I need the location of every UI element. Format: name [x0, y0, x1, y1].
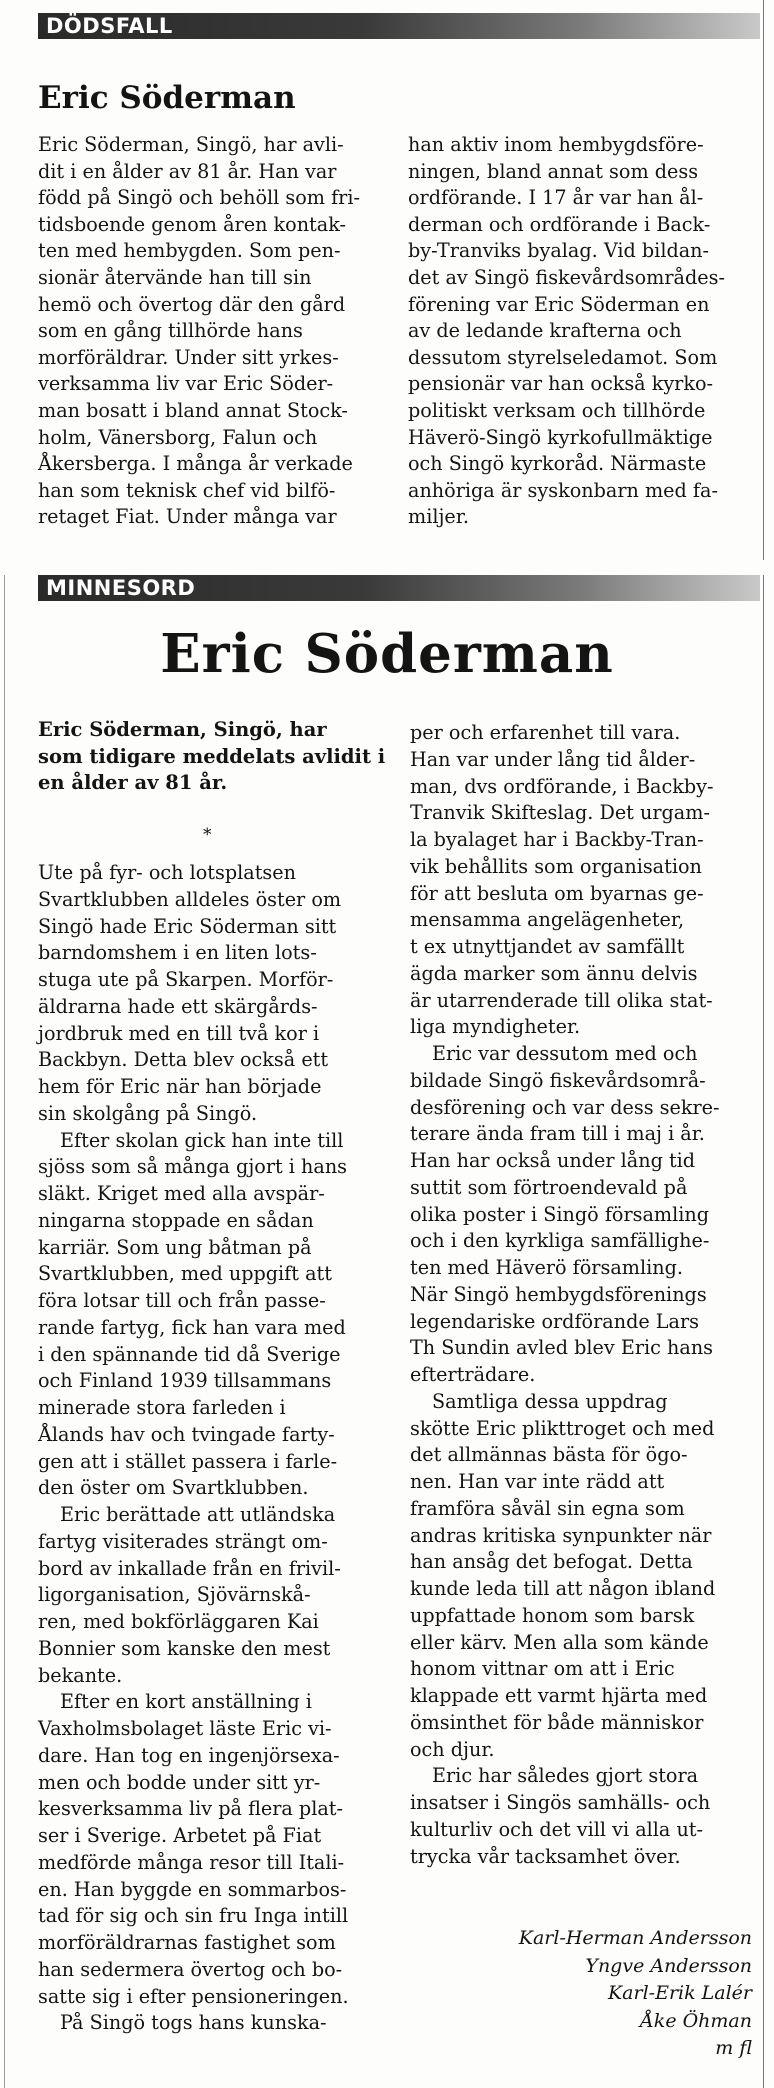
text-line: karriär. Som ung båtman på: [38, 1235, 312, 1259]
obituary-column-1: [38, 132, 378, 531]
signature-line: m fl: [715, 2037, 752, 2059]
text-line: en. Han byggde en sommarbos-: [38, 1877, 347, 1901]
section-label: MINNESORD: [46, 576, 196, 600]
text-line: han sedermera övertog och bo-: [38, 1957, 343, 1981]
text-line: kesverksamma liv på flera plat-: [38, 1797, 343, 1821]
text-line: ten med Häverö församling.: [410, 1256, 683, 1279]
text-line: han aktiv inom hembygdsföre-: [408, 133, 704, 156]
text-line: i den spännande tid då Sverige: [38, 1342, 341, 1366]
column-rule: [763, 0, 764, 560]
text-line: Bonnier som kanske den mest: [38, 1636, 331, 1660]
text-line: medförde många resor till Itali-: [38, 1850, 345, 1874]
text-line: tad för sig och sin fru Inga intill: [38, 1904, 349, 1928]
separator-asterisk: *: [203, 825, 212, 845]
text-line: Efter en kort anställning i: [60, 1690, 312, 1714]
signature-line: Karl-Erik Lalér: [607, 1982, 752, 2004]
text-line: född på Singö och behöll som fri-: [38, 186, 360, 210]
text-line: uppfattade honom som barsk: [410, 1603, 695, 1627]
text-line: Singö hade Eric Söderman sitt: [38, 914, 337, 938]
text-line: ömsinthet för både människor: [410, 1710, 704, 1734]
text-line: ligorganisation, Sjövärnskå-: [38, 1583, 311, 1607]
text-line: stuga ute på Skarpen. Morför-: [38, 968, 334, 991]
text-line: bildade Singö fiskevårdsområ-: [410, 1068, 706, 1092]
text-line: av de ledande krafterna och: [408, 319, 682, 343]
text-line: jordbruk med en till två kor i: [38, 1021, 320, 1045]
column-rule: [4, 575, 5, 2088]
text-line: Samtliga dessa uppdrag: [432, 1389, 668, 1413]
text-line: fartyg visiterades strängt om-: [38, 1529, 328, 1553]
text-line: trycka vår tacksamhet över.: [410, 1844, 681, 1868]
section-label: DÖDSFALL: [46, 14, 173, 38]
text-line: legendariske ordförande Lars: [410, 1309, 700, 1333]
text-line: och Finland 1939 tillsammans: [38, 1369, 332, 1393]
text-line: framföra såväl sin egna som: [410, 1496, 685, 1520]
memorial-column-2: [410, 720, 758, 1870]
text-line: Svartklubben, med uppgift att: [38, 1262, 332, 1286]
obituary-column-2: [408, 132, 758, 531]
text-line: nen. Han var inte rädd att: [410, 1470, 665, 1493]
text-line: miljer.: [408, 505, 469, 529]
text-line: politiskt verksam och tillhörde: [408, 398, 706, 422]
text-line: per och erfarenhet till vara.: [410, 721, 681, 744]
text-line: Vaxholmsbolaget läste Eric vi-: [38, 1717, 332, 1740]
text-line: retaget Fiat. Under många var: [38, 505, 337, 529]
text-line: dare. Han tog en ingenjörsexa-: [38, 1743, 340, 1767]
memorial-column-1: [38, 860, 383, 2037]
text-line: by-Tranviks byalag. Vid bildan-: [408, 239, 710, 263]
section-bar-dodsfall: [38, 13, 760, 39]
text-line: ten med hembygden. Som pen-: [38, 239, 341, 263]
text-line: När Singö hembygdsförenings: [410, 1282, 707, 1306]
text-line: la byalaget har i Backby-Tran-: [410, 828, 704, 851]
text-line: släkt. Kriget med alla avspär-: [38, 1182, 325, 1205]
text-line: terare ända fram till i maj i år.: [410, 1122, 705, 1146]
text-line: Han har också under lång tid: [410, 1149, 696, 1172]
text-line: Backbyn. Detta blev också ett: [38, 1048, 329, 1072]
text-line: minerade stora farleden i: [38, 1396, 286, 1419]
text-line: Efter skolan gick han inte till: [60, 1128, 344, 1152]
text-line: insatser i Singös samhälls- och: [410, 1791, 711, 1814]
text-line: kunde leda till att någon ibland: [410, 1577, 716, 1600]
text-line: suttit som förtroendevald på: [410, 1175, 688, 1199]
text-line: andras kritiska synpunkter när: [410, 1523, 712, 1547]
lead-line: Eric Söderman, Singö, har: [38, 718, 327, 741]
text-line: morföräldrarnas fastighet som: [38, 1931, 336, 1954]
text-line: gen att i stället passera i farle-: [38, 1449, 338, 1473]
text-line: man bosatt i bland annat Stock-: [38, 398, 348, 422]
text-line: morföräldrar. Under sitt yrkes-: [38, 345, 339, 369]
text-line: mensamma angelägenheter,: [410, 908, 685, 932]
signature-line: Åke Öhman: [640, 2009, 752, 2032]
text-line: barndomshem i en liten lots-: [38, 941, 317, 965]
text-line: och Singö kyrkoråd. Närmaste: [408, 452, 707, 476]
text-line: liga myndigheter.: [410, 1015, 581, 1039]
text-line: förening var Eric Söderman en: [408, 292, 710, 316]
obituary-title: Eric Söderman: [38, 80, 296, 116]
text-line: Eric har således gjort stora: [432, 1764, 699, 1788]
text-line: Eric berättade att utländska: [60, 1503, 336, 1526]
text-line: skötte Eric plikttroget och med: [410, 1416, 715, 1440]
text-line: t ex utnyttjandet av samfällt: [410, 935, 685, 958]
text-line: satte sig i efter pensioneringen.: [38, 1984, 349, 2008]
text-line: det allmännas bästa för ögo-: [410, 1443, 688, 1467]
text-line: pensionär var han också kyrko-: [408, 372, 714, 396]
text-line: tidsboende genom åren kontak-: [38, 212, 346, 236]
text-line: kulturliv och det vill vi alla ut-: [410, 1817, 704, 1841]
text-line: och djur.: [410, 1737, 495, 1761]
text-line: sjöss som så många gjort i hans: [38, 1155, 348, 1179]
text-line: bord av inkallade från en frivil-: [38, 1556, 341, 1580]
text-line: anhöriga är syskonbarn med fa-: [408, 478, 718, 502]
text-line: som en gång tillhörde hans: [38, 319, 303, 343]
text-line: ningen, bland annat som dess: [408, 159, 699, 183]
text-line: dessutom styrelseledamot. Som: [408, 345, 718, 369]
text-line: Eric var dessutom med och: [432, 1042, 698, 1065]
text-line: Tranvik Skifteslag. Det urgam-: [410, 801, 710, 825]
text-line: det av Singö fiskevårdsområdes-: [408, 265, 725, 289]
memorial-lead: [38, 717, 386, 797]
text-line: hem för Eric när han började: [38, 1075, 322, 1098]
text-line: Eric Söderman, Singö, har avli-: [38, 133, 344, 156]
text-line: På Singö togs hans kunska-: [60, 2011, 327, 2035]
signature-line: Karl-Herman Andersson: [518, 1927, 752, 1949]
text-line: bekante.: [38, 1663, 123, 1687]
text-line: hemö och övertog där den gård: [38, 292, 346, 316]
text-line: Han var under lång tid ålder-: [410, 747, 696, 771]
text-line: ser i Sverige. Arbetet på Fiat: [38, 1824, 322, 1847]
text-line: ägda marker som ännu delvis: [410, 961, 698, 985]
text-line: han som teknisk chef vid bilfö-: [38, 478, 336, 502]
text-line: honom vittnar om att i Eric: [410, 1657, 675, 1681]
text-line: vik behållits som organisation: [410, 854, 702, 878]
text-line: efterträdare.: [410, 1363, 536, 1386]
text-line: den öster om Svartklubben.: [38, 1476, 309, 1500]
text-line: Svartklubben alldeles öster om: [38, 887, 342, 911]
text-line: för att besluta om byarnas ge-: [410, 881, 704, 905]
text-line: Åkersberga. I många år verkade: [38, 452, 353, 476]
text-line: derman och ordförande i Back-: [408, 212, 711, 236]
text-line: desförening och var dess sekre-: [410, 1095, 720, 1119]
text-line: man, dvs ordförande, i Backby-: [410, 774, 714, 798]
text-line: föra lotsar till och från passe-: [38, 1289, 326, 1312]
text-line: dit i en ålder av 81 år. Han var: [38, 159, 337, 183]
text-line: verksamma liv var Eric Söder-: [38, 372, 334, 396]
lead-line: som tidigare meddelats avlidit i: [38, 744, 386, 768]
text-line: olika poster i Singö församling: [410, 1202, 710, 1226]
text-line: men och bodde under sitt yr-: [38, 1770, 321, 1794]
signature-line: Yngve Andersson: [585, 1954, 752, 1977]
text-line: är utarrenderade till olika stat-: [410, 988, 713, 1012]
text-line: klappade ett varmt hjärta med: [410, 1684, 708, 1707]
text-line: eller kärv. Men alla som kände: [410, 1630, 709, 1654]
text-line: och i den kyrkliga samfällighe-: [410, 1229, 710, 1253]
text-line: Häverö-Singö kyrkofullmäktige: [408, 425, 713, 449]
text-line: sin skolgång på Singö.: [38, 1101, 258, 1125]
text-line: rande fartyg, fick han vara med: [38, 1315, 346, 1339]
signatures: [519, 1925, 752, 2063]
text-line: Ute på fyr- och lotsplatsen: [38, 861, 296, 884]
text-line: ordförande. I 17 år var han ål-: [408, 186, 704, 210]
text-line: han ansåg det befogat. Detta: [410, 1550, 693, 1574]
text-line: Ålands hav och tvingade farty-: [38, 1422, 335, 1446]
column-rule: [763, 575, 764, 2088]
memorial-title: Eric Söderman: [160, 623, 614, 685]
lead-line: en ålder av 81 år.: [38, 771, 228, 794]
text-line: ren, med bokförläggaren Kai: [38, 1610, 319, 1633]
section-bar-minnesord: [38, 575, 760, 601]
text-line: sionär återvände han till sin: [38, 265, 312, 289]
text-line: Th Sundin avled blev Eric hans: [410, 1336, 714, 1360]
text-line: ningarna stoppade en sådan: [38, 1208, 314, 1232]
text-line: holm, Vänersborg, Falun och: [38, 425, 318, 449]
text-line: äldrarna hade ett skärgårds-: [38, 994, 318, 1018]
